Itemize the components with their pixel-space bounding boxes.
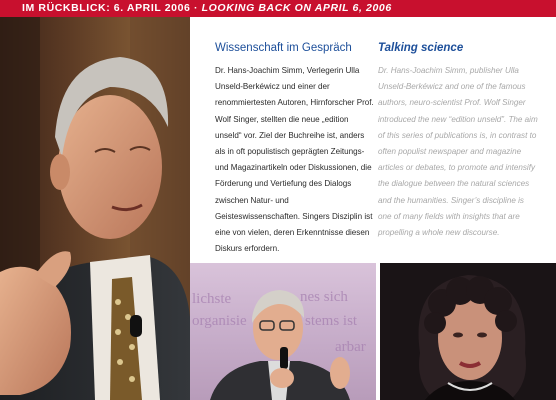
article-english xyxy=(378,42,538,241)
woman-portrait-illustration xyxy=(380,263,556,400)
speaker-illustration xyxy=(0,17,190,400)
presenter-illustration xyxy=(190,263,376,400)
photo-wolf-singer xyxy=(0,17,190,400)
projection-text-4: stems ist xyxy=(305,313,358,329)
photo-ulla-unseld-berkewicz xyxy=(380,263,556,400)
article-german xyxy=(215,42,375,257)
projection-text-3: organisie xyxy=(192,313,247,329)
article-english-body: Dr. Hans-Joachim Simm, publisher Ulla Unseld-Berkéwicz and one of the famous authors, neuro-scientist Prof. Wolf Singer introduced the new “edition unseld”. The aim of this series of publications is, in contrast to often populist newspaper and magazine articles or debates, to promote and intensify the dialogue between the natural sciences and the humanities. Singer’s discipline is one of many fields with insights that are propelling a whole new discourse. xyxy=(378,66,538,238)
photo-hans-joachim-simm xyxy=(190,263,376,400)
header-banner xyxy=(0,0,556,17)
banner-date-en: LOOKING BACK ON APRIL 6, 2006 xyxy=(201,2,392,14)
article-english-title: Talking science xyxy=(378,42,464,54)
projection-text-5: arbar xyxy=(335,339,366,355)
banner-date-de: IM RÜCKBLICK: 6. APRIL 2006 xyxy=(22,2,191,14)
projection-text-2: nes sich xyxy=(300,289,348,305)
banner-separator: · xyxy=(194,2,199,14)
article-german-body: Dr. Hans-Joachim Simm, Verlegerin Ulla Unseld-Berkéwicz und einer der renommiertesten Autoren, Hirnforscher Prof. Wolf Singer, stellten die neue „edition unseld“ vor. Ziel der Buchreihe ist, anders als in oft populistisch geprägten Zeitungs- und Magazinartikeln oder Diskussionen, die Förderung und Vertiefung des Dialogs zwischen Natur- und Geisteswissenschaften. Singers Disziplin ist eine von vielen, deren Erkenntnisse diesen Diskurs erfordern. xyxy=(215,66,374,254)
article-german-title: Wissenschaft im Gespräch xyxy=(215,42,352,54)
projection-text-1: lichste xyxy=(192,291,232,307)
